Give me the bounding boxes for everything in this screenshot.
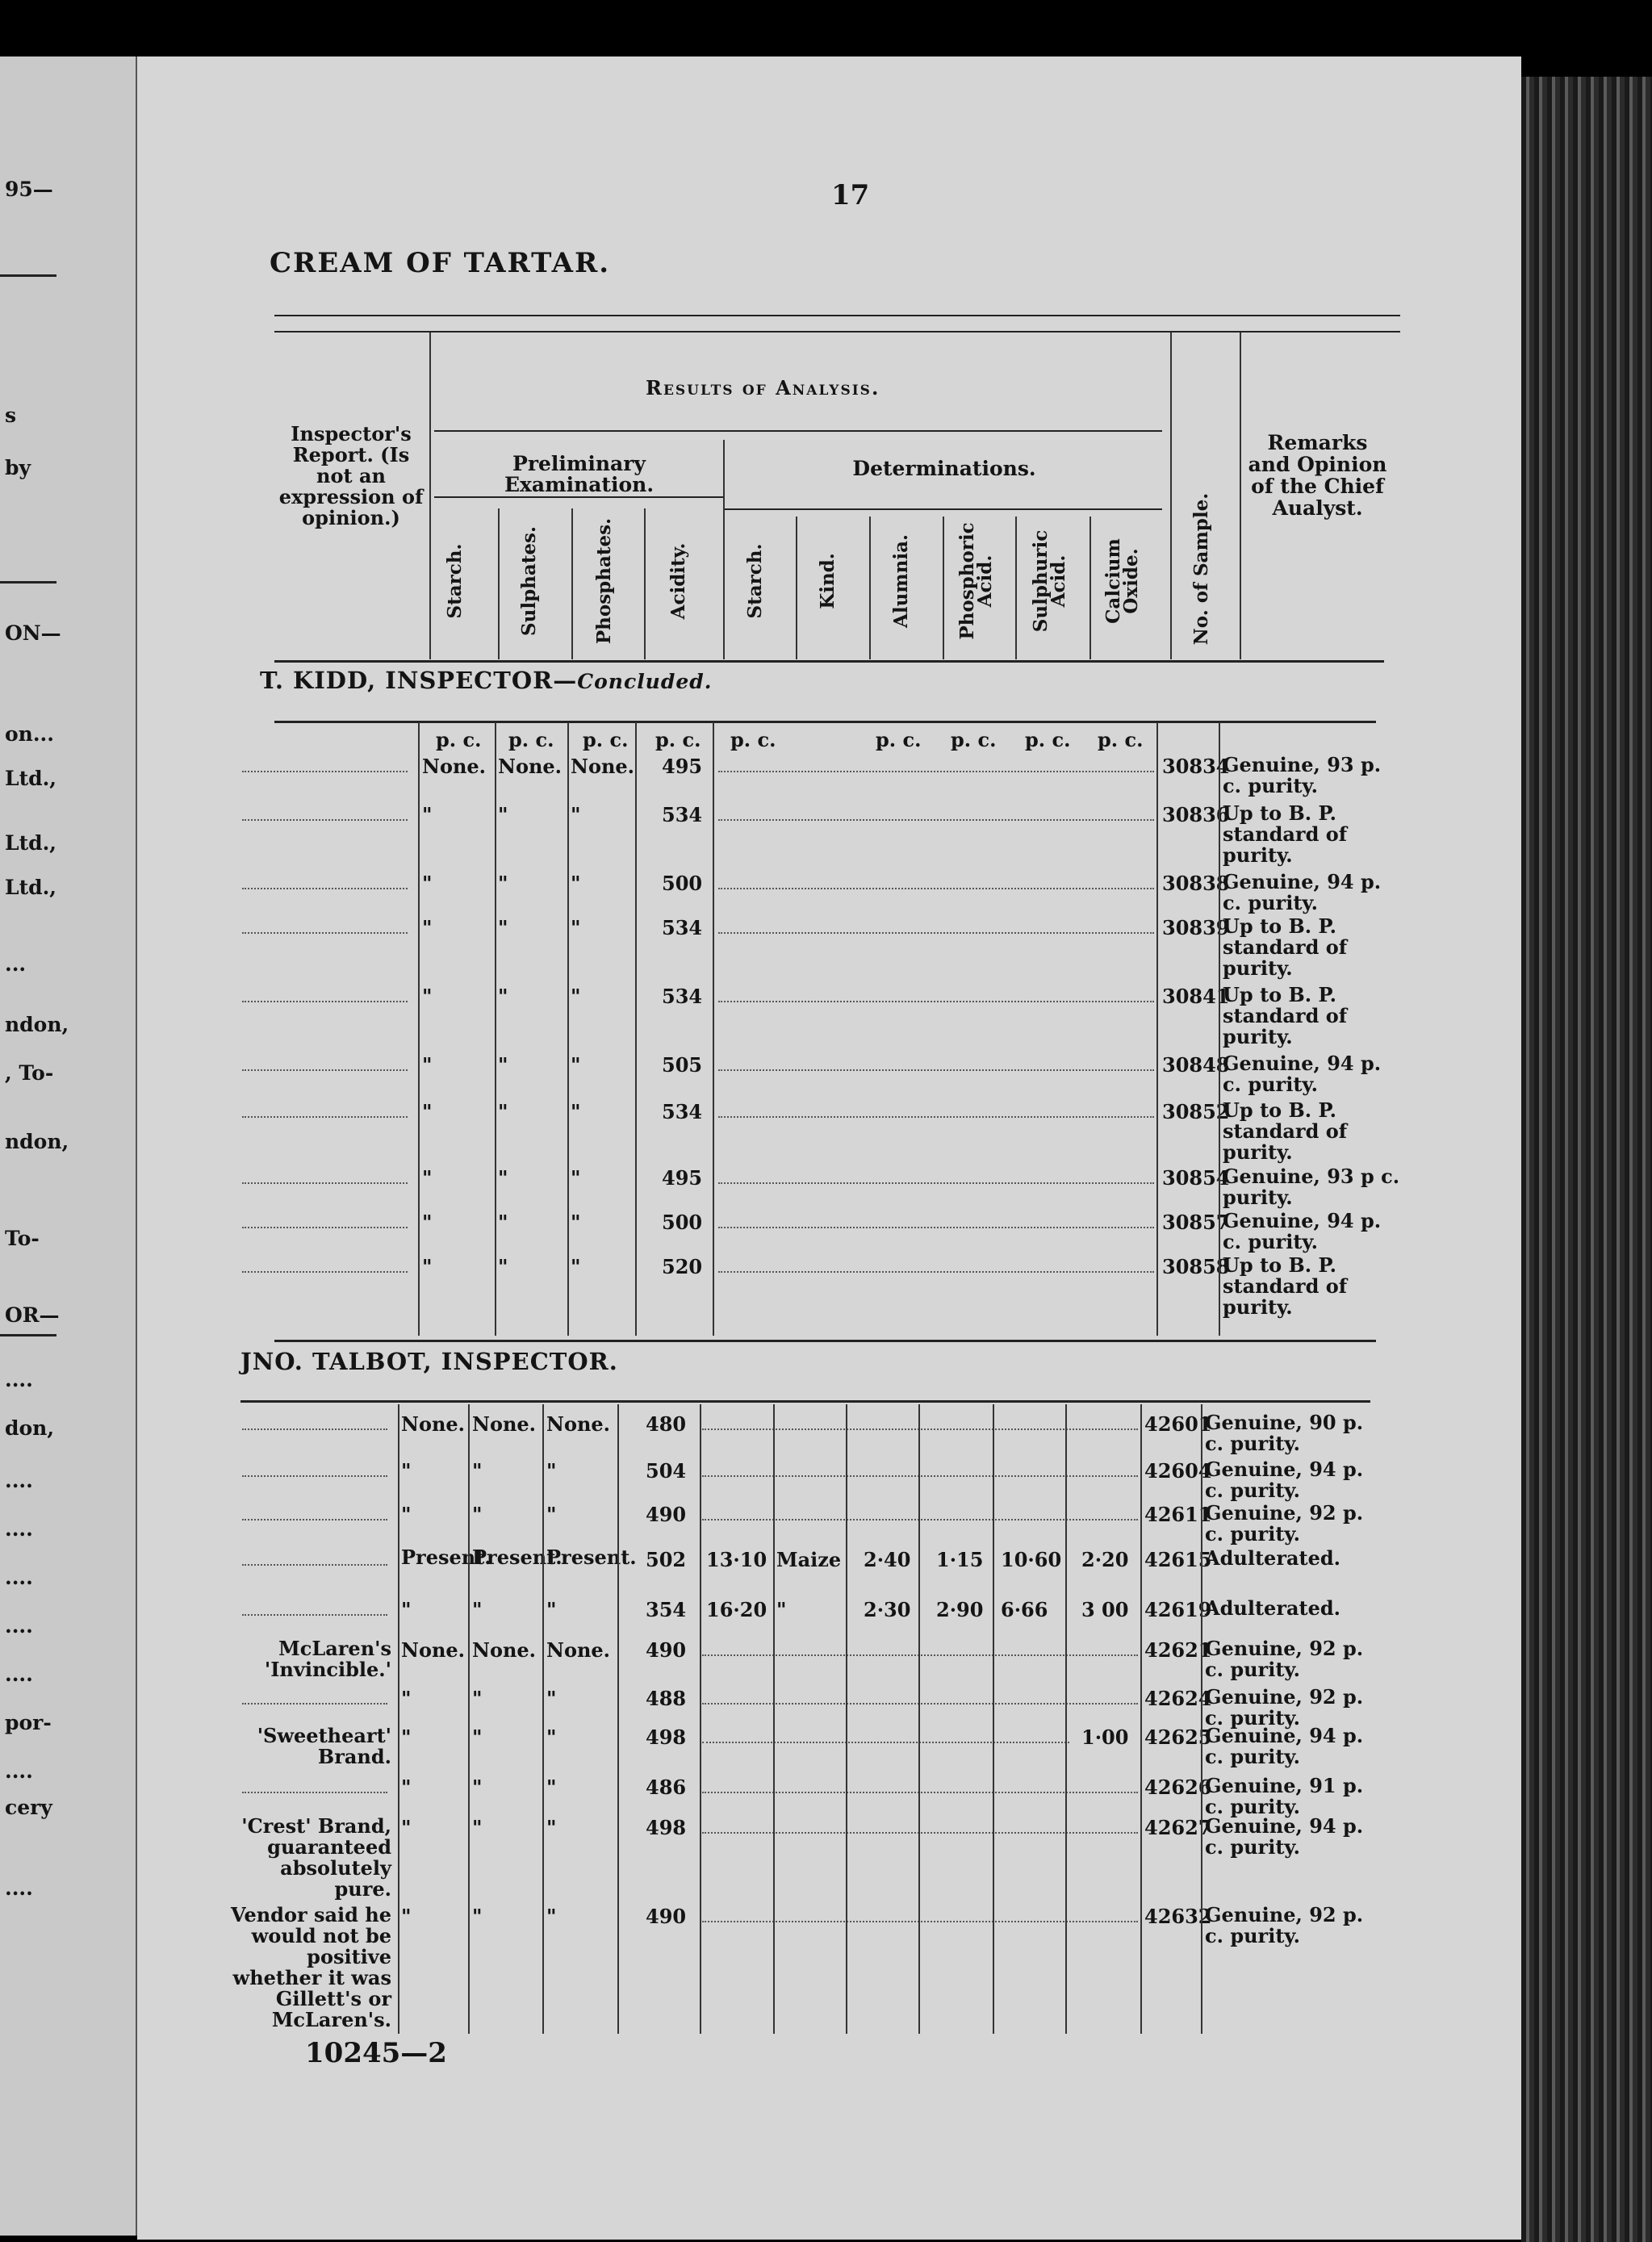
cell-remarks: Genuine, 93 p. c. purity. bbox=[1223, 753, 1382, 797]
unit-label: p. c. bbox=[1098, 728, 1144, 751]
unit-label: p. c. bbox=[508, 728, 554, 751]
cell-acidity: 500 bbox=[662, 1211, 703, 1234]
cell-sample-no: 42632 bbox=[1144, 1905, 1212, 1928]
determinations-header: Determinations. bbox=[852, 457, 1036, 480]
cell-starch: " bbox=[401, 1459, 412, 1483]
cell-alumnia: 2·30 bbox=[864, 1598, 911, 1621]
cell-kind: Maize bbox=[776, 1548, 842, 1571]
cell-phosphates: " bbox=[571, 1255, 581, 1278]
determination-dots bbox=[718, 819, 1154, 821]
facing-page-fragment: by bbox=[5, 456, 31, 479]
facing-page-fragment: ... bbox=[5, 952, 27, 976]
cell-starch: " bbox=[422, 1211, 433, 1234]
unit-label: p. c. bbox=[436, 728, 482, 751]
col-phosphates-header: Phosphates. bbox=[593, 517, 615, 645]
cell-inspector-report: 'Crest' Brand, guaranteed absolutely pure. bbox=[241, 1814, 391, 1901]
section-rule bbox=[240, 1400, 1370, 1403]
cell-sulphates: " bbox=[472, 1905, 483, 1928]
determination-dots bbox=[702, 1921, 1138, 1922]
cell-sample-no: 30838 bbox=[1162, 872, 1230, 895]
cell-phosphoric: 2·90 bbox=[936, 1598, 984, 1621]
footer-code: 10245—2 bbox=[305, 2037, 447, 2069]
cell-acidity: 502 bbox=[646, 1548, 687, 1571]
determination-dots bbox=[718, 1001, 1154, 1002]
cell-sulphates: " bbox=[472, 1776, 483, 1799]
cell-starch: " bbox=[422, 916, 433, 939]
cell-inspector-report: Vendor said he would not be positive whether it was Gillett's or McLaren's. bbox=[231, 1903, 391, 2031]
determination-dots bbox=[702, 1654, 1138, 1656]
report-dots bbox=[242, 1428, 387, 1430]
cell-sample-no: 42601 bbox=[1144, 1412, 1212, 1436]
col-acidity-header: Acidity. bbox=[667, 542, 689, 620]
cell-sulphates: " bbox=[498, 1100, 508, 1123]
facing-page-fragment: don, bbox=[5, 1416, 55, 1440]
cell-sulphuric: 10·60 bbox=[1001, 1548, 1062, 1571]
facing-page-fragment: Ltd., bbox=[5, 767, 57, 790]
determination-dots bbox=[702, 1428, 1138, 1430]
cell-starch: None. bbox=[401, 1638, 466, 1662]
page-title: CREAM OF TARTAR. bbox=[270, 247, 611, 279]
determination-dots bbox=[702, 1703, 1138, 1705]
column-line bbox=[1170, 333, 1172, 659]
report-dots bbox=[242, 1475, 387, 1477]
results-rule bbox=[434, 430, 1162, 432]
cell-phosphates: " bbox=[571, 1053, 581, 1077]
facing-page-fragment: on... bbox=[5, 722, 54, 746]
cell-acidity: 498 bbox=[646, 1725, 687, 1749]
determination-dots bbox=[718, 1069, 1154, 1071]
cell-sample-no: 42615 bbox=[1144, 1548, 1212, 1571]
facing-page-fragment: , To- bbox=[5, 1061, 54, 1085]
cell-phosphates: " bbox=[571, 872, 581, 895]
cell-starch: " bbox=[422, 1255, 433, 1278]
cell-sulphates: None. bbox=[472, 1412, 537, 1436]
cell-sulphates: " bbox=[472, 1816, 483, 1839]
facing-page-fragment: OR— bbox=[5, 1303, 60, 1327]
column-line bbox=[635, 722, 637, 1336]
cell-starch: " bbox=[401, 1503, 412, 1526]
report-dots bbox=[242, 1182, 408, 1184]
cell-sample-no: 42619 bbox=[1144, 1598, 1212, 1621]
cell-calcium: 1·00 bbox=[1081, 1725, 1129, 1749]
cell-sulphates: " bbox=[498, 1053, 508, 1077]
determination-dots bbox=[702, 1832, 1138, 1834]
facing-page-fragment: .... bbox=[5, 1663, 33, 1686]
determination-dots bbox=[718, 771, 1154, 772]
facing-page-fragment: 95— bbox=[5, 178, 53, 201]
cell-remarks: Genuine, 92 p. c. purity. bbox=[1205, 1501, 1364, 1546]
cell-phosphates: " bbox=[546, 1776, 557, 1799]
facing-page-fragment: .... bbox=[5, 1876, 33, 1900]
facing-page-fragment: .... bbox=[5, 1517, 33, 1541]
cell-acidity: 354 bbox=[646, 1598, 687, 1621]
column-line bbox=[498, 508, 500, 659]
determination-dots bbox=[718, 1182, 1154, 1184]
unit-label: p. c. bbox=[951, 728, 997, 751]
cell-inspector-report: McLaren's 'Invincible.' bbox=[264, 1637, 391, 1681]
cell-sulphates: " bbox=[498, 803, 508, 826]
cell-acidity: 490 bbox=[646, 1905, 687, 1928]
cell-acidity: 490 bbox=[646, 1503, 687, 1526]
cell-starch: " bbox=[401, 1816, 412, 1839]
cell-starch: " bbox=[401, 1776, 412, 1799]
cell-sulphates: " bbox=[498, 1255, 508, 1278]
cell-acidity: 505 bbox=[662, 1053, 703, 1077]
cell-sample-no: 42624 bbox=[1144, 1687, 1212, 1710]
cell-d-starch: 13·10 bbox=[706, 1548, 767, 1571]
divider bbox=[0, 274, 56, 277]
cell-phosphates: " bbox=[571, 1100, 581, 1123]
column-line bbox=[1240, 333, 1241, 659]
cell-phosphates: " bbox=[546, 1816, 557, 1839]
cell-acidity: 488 bbox=[646, 1687, 687, 1710]
top-rule bbox=[274, 331, 1400, 333]
cell-acidity: 495 bbox=[662, 1166, 703, 1190]
cell-phosphates: " bbox=[546, 1503, 557, 1526]
column-line bbox=[542, 1404, 544, 2034]
cell-remarks: Up to B. P. standard of purity. bbox=[1223, 1098, 1348, 1164]
cell-acidity: 486 bbox=[646, 1776, 687, 1799]
cell-remarks: Up to B. P. standard of purity. bbox=[1223, 801, 1348, 867]
column-line bbox=[1219, 722, 1220, 1336]
cell-sulphates: " bbox=[472, 1725, 483, 1749]
facing-page-fragment: ON— bbox=[5, 621, 61, 645]
determination-dots bbox=[702, 1475, 1138, 1477]
facing-page-fragment: .... bbox=[5, 1368, 33, 1391]
report-dots bbox=[242, 1614, 387, 1616]
determination-dots bbox=[718, 1227, 1154, 1228]
determination-dots bbox=[702, 1519, 1138, 1520]
cell-phosphates: " bbox=[546, 1459, 557, 1483]
cell-sulphates: " bbox=[472, 1459, 483, 1483]
facing-page-fragment: s bbox=[5, 404, 17, 427]
cell-remarks: Genuine, 94 p. c. purity. bbox=[1205, 1458, 1364, 1502]
cell-acidity: 534 bbox=[662, 1100, 703, 1123]
facing-page-fragment: To- bbox=[5, 1227, 40, 1250]
col-phosphoric-header: Phosphoric Acid. bbox=[956, 522, 996, 640]
cell-sulphates: None. bbox=[472, 1638, 537, 1662]
cell-sulphates: Present. bbox=[472, 1546, 563, 1569]
cell-phosphates: " bbox=[546, 1905, 557, 1928]
top-rule bbox=[274, 315, 1400, 316]
column-line bbox=[918, 1404, 920, 2034]
col-sulphuric-header: Sulphuric Acid. bbox=[1030, 529, 1069, 633]
column-line bbox=[700, 1404, 701, 2034]
facing-page-fragment: .... bbox=[5, 1469, 33, 1492]
section-rule bbox=[274, 1340, 1376, 1342]
cell-acidity: 504 bbox=[646, 1459, 687, 1483]
column-line bbox=[429, 333, 431, 659]
cell-sulphates: " bbox=[472, 1503, 483, 1526]
cell-sample-no: 30834 bbox=[1162, 755, 1230, 778]
column-line bbox=[943, 517, 944, 659]
book-edge bbox=[1521, 77, 1652, 2242]
determination-dots bbox=[702, 1742, 1069, 1743]
cell-remarks: Genuine, 92 p. c. purity. bbox=[1205, 1637, 1364, 1681]
cell-sulphates: " bbox=[472, 1598, 483, 1621]
column-line bbox=[796, 517, 797, 659]
cell-remarks: Genuine, 94 p. c. purity. bbox=[1223, 870, 1382, 914]
column-line bbox=[1065, 1404, 1067, 2034]
cell-starch: " bbox=[422, 1166, 433, 1190]
cell-d-starch: 16·20 bbox=[706, 1598, 767, 1621]
page-number: 17 bbox=[831, 179, 870, 211]
cell-phosphates: Present. bbox=[546, 1546, 637, 1569]
cell-remarks: Genuine, 92 p. c. purity. bbox=[1205, 1903, 1364, 1947]
cell-remarks: Genuine, 93 p c. purity. bbox=[1223, 1165, 1400, 1209]
facing-page bbox=[0, 56, 138, 2236]
column-line bbox=[617, 1404, 619, 2034]
cell-remarks: Up to B. P. standard of purity. bbox=[1223, 1253, 1348, 1319]
cell-starch: " bbox=[401, 1687, 412, 1710]
cell-sulphates: " bbox=[498, 1166, 508, 1190]
col-calcium-header: Calcium Oxide. bbox=[1102, 538, 1142, 624]
cell-phosphates: " bbox=[546, 1687, 557, 1710]
facing-page-fragment: Ltd., bbox=[5, 876, 57, 899]
cell-acidity: 480 bbox=[646, 1412, 687, 1436]
column-line bbox=[773, 1404, 775, 2034]
section-title-talbot: JNO. TALBOT, INSPECTOR. bbox=[240, 1348, 618, 1375]
column-line bbox=[723, 440, 725, 659]
cell-sample-no: 42626 bbox=[1144, 1776, 1212, 1799]
cell-phosphates: " bbox=[546, 1725, 557, 1749]
report-dots bbox=[242, 1519, 387, 1520]
column-line bbox=[398, 1404, 399, 2034]
cell-sulphates: " bbox=[498, 1211, 508, 1234]
cell-sample-no: 30848 bbox=[1162, 1053, 1230, 1077]
cell-phosphates: " bbox=[571, 1211, 581, 1234]
column-line bbox=[993, 1404, 994, 2034]
cell-remarks: Genuine, 92 p. c. purity. bbox=[1205, 1685, 1364, 1730]
report-dots bbox=[242, 1116, 408, 1118]
col-det-starch-header: Starch. bbox=[744, 543, 766, 619]
cell-calcium: 3 00 bbox=[1081, 1598, 1129, 1621]
cell-remarks: Genuine, 94 p. c. purity. bbox=[1223, 1209, 1382, 1253]
cell-sample-no: 42611 bbox=[1144, 1503, 1212, 1526]
column-line bbox=[846, 1404, 847, 2034]
col-sample-header: No. of Sample. bbox=[1190, 492, 1212, 646]
section-title-kidd: T. KIDD, INSPECTOR—Concluded. bbox=[260, 667, 713, 694]
report-dots bbox=[242, 1227, 408, 1228]
cell-starch: " bbox=[422, 872, 433, 895]
report-dots bbox=[242, 1703, 387, 1705]
preliminary-header: Preliminary Examination. bbox=[504, 452, 655, 496]
cell-inspector-report: 'Sweetheart' Brand. bbox=[257, 1724, 391, 1768]
cell-sample-no: 30852 bbox=[1162, 1100, 1230, 1123]
cell-acidity: 520 bbox=[662, 1255, 703, 1278]
prelim-rule bbox=[434, 496, 723, 498]
results-header: Results of Analysis. bbox=[646, 376, 880, 399]
cell-remarks: Genuine, 94 p. c. purity. bbox=[1223, 1052, 1382, 1096]
facing-page-fragment: cery bbox=[5, 1796, 52, 1819]
cell-acidity: 490 bbox=[646, 1638, 687, 1662]
cell-remarks: Up to B. P. standard of purity. bbox=[1223, 914, 1348, 980]
facing-page-fragment: .... bbox=[5, 1614, 33, 1638]
cell-alumnia: 2·40 bbox=[864, 1548, 911, 1571]
report-dots bbox=[242, 1564, 387, 1566]
column-line bbox=[567, 722, 569, 1336]
cell-sample-no: 30854 bbox=[1162, 1166, 1230, 1190]
cell-starch: None. bbox=[401, 1412, 466, 1436]
inspector-report-header: Inspector's Report. (Is not an expression of opinion.) bbox=[278, 422, 424, 529]
report-dots bbox=[242, 771, 408, 772]
cell-sulphates: None. bbox=[498, 755, 563, 778]
section-rule bbox=[274, 721, 1376, 723]
unit-label: p. c. bbox=[1025, 728, 1071, 751]
cell-sample-no: 30857 bbox=[1162, 1211, 1230, 1234]
cell-acidity: 498 bbox=[646, 1816, 687, 1839]
det-rule bbox=[723, 508, 1162, 510]
cell-phosphoric: 1·15 bbox=[936, 1548, 984, 1571]
divider bbox=[0, 1334, 56, 1336]
cell-sample-no: 42625 bbox=[1144, 1725, 1212, 1749]
cell-sample-no: 42604 bbox=[1144, 1459, 1212, 1483]
cell-sulphates: " bbox=[472, 1687, 483, 1710]
unit-label: p. c. bbox=[655, 728, 701, 751]
col-sulphates-header: Sulphates. bbox=[518, 526, 540, 636]
cell-sulphuric: 6·66 bbox=[1001, 1598, 1048, 1621]
cell-starch: " bbox=[422, 803, 433, 826]
cell-phosphates: " bbox=[571, 985, 581, 1008]
report-dots bbox=[242, 1792, 387, 1793]
determination-dots bbox=[702, 1792, 1138, 1793]
report-dots bbox=[242, 888, 408, 889]
divider bbox=[0, 581, 56, 584]
cell-phosphates: None. bbox=[571, 755, 635, 778]
col-starch-header: Starch. bbox=[444, 543, 466, 619]
cell-acidity: 534 bbox=[662, 916, 703, 939]
column-line bbox=[1140, 1404, 1142, 2034]
cell-remarks: Genuine, 94 p. c. purity. bbox=[1205, 1724, 1364, 1768]
cell-starch: " bbox=[422, 1100, 433, 1123]
cell-acidity: 495 bbox=[662, 755, 703, 778]
cell-remarks: Up to B. P. standard of purity. bbox=[1223, 983, 1348, 1048]
cell-sample-no: 30836 bbox=[1162, 803, 1230, 826]
cell-calcium: 2·20 bbox=[1081, 1548, 1129, 1571]
cell-starch: None. bbox=[422, 755, 487, 778]
cell-acidity: 500 bbox=[662, 872, 703, 895]
report-dots bbox=[242, 819, 408, 821]
cell-starch: " bbox=[401, 1725, 412, 1749]
cell-sulphates: " bbox=[498, 985, 508, 1008]
column-line bbox=[571, 508, 573, 659]
column-line bbox=[418, 722, 420, 1336]
report-dots bbox=[242, 932, 408, 934]
determination-dots bbox=[718, 932, 1154, 934]
report-dots bbox=[242, 1069, 408, 1071]
column-line bbox=[495, 722, 496, 1336]
facing-page-fragment: .... bbox=[5, 1759, 33, 1783]
cell-sulphates: " bbox=[498, 916, 508, 939]
cell-starch: " bbox=[422, 1053, 433, 1077]
cell-starch: Present. bbox=[401, 1546, 491, 1569]
column-line bbox=[468, 1404, 470, 2034]
facing-page-fragment: ndon, bbox=[5, 1130, 69, 1153]
facing-page-fragment: ndon, bbox=[5, 1013, 69, 1036]
facing-page-fragment: Ltd., bbox=[5, 831, 57, 855]
cell-sample-no: 30858 bbox=[1162, 1255, 1230, 1278]
cell-phosphates: " bbox=[546, 1598, 557, 1621]
cell-phosphates: " bbox=[571, 916, 581, 939]
cell-starch: " bbox=[401, 1598, 412, 1621]
cell-sample-no: 30839 bbox=[1162, 916, 1230, 939]
cell-remarks: Adulterated. bbox=[1205, 1596, 1341, 1620]
determination-dots bbox=[718, 888, 1154, 889]
column-line bbox=[1089, 517, 1091, 659]
unit-label: p. c. bbox=[876, 728, 922, 751]
cell-phosphates: None. bbox=[546, 1412, 611, 1436]
header-bottom-rule bbox=[274, 660, 1384, 663]
cell-sample-no: 30841 bbox=[1162, 985, 1230, 1008]
column-line bbox=[1015, 517, 1017, 659]
unit-label: p. c. bbox=[730, 728, 776, 751]
facing-page-fragment: por- bbox=[5, 1711, 52, 1734]
cell-remarks: Adulterated. bbox=[1205, 1546, 1341, 1570]
cell-starch: " bbox=[422, 985, 433, 1008]
cell-starch: " bbox=[401, 1905, 412, 1928]
cell-remarks: Genuine, 91 p. c. purity. bbox=[1205, 1774, 1364, 1818]
cell-remarks: Genuine, 90 p. c. purity. bbox=[1205, 1411, 1364, 1455]
column-line bbox=[644, 508, 646, 659]
cell-kind: " bbox=[776, 1598, 787, 1621]
cell-acidity: 534 bbox=[662, 803, 703, 826]
cell-sample-no: 42621 bbox=[1144, 1638, 1212, 1662]
cell-phosphates: None. bbox=[546, 1638, 611, 1662]
column-line bbox=[1201, 1404, 1202, 2034]
remarks-header: Remarks and Opinion of the Chief Aualyst. bbox=[1248, 431, 1387, 520]
report-dots bbox=[242, 1001, 408, 1002]
unit-label: p. c. bbox=[583, 728, 629, 751]
cell-remarks: Genuine, 94 p. c. purity. bbox=[1205, 1814, 1364, 1859]
column-line bbox=[869, 517, 871, 659]
cell-phosphates: " bbox=[571, 803, 581, 826]
col-alumnia-header: Alumnia. bbox=[890, 534, 912, 629]
cell-phosphates: " bbox=[571, 1166, 581, 1190]
col-kind-header: Kind. bbox=[817, 553, 839, 609]
determination-dots bbox=[718, 1271, 1154, 1273]
cell-sample-no: 42627 bbox=[1144, 1816, 1212, 1839]
report-dots bbox=[242, 1271, 408, 1273]
cell-sulphates: " bbox=[498, 872, 508, 895]
facing-page-fragment: .... bbox=[5, 1566, 33, 1589]
column-line bbox=[1156, 722, 1158, 1336]
determination-dots bbox=[718, 1116, 1154, 1118]
cell-acidity: 534 bbox=[662, 985, 703, 1008]
column-line bbox=[713, 722, 714, 1336]
